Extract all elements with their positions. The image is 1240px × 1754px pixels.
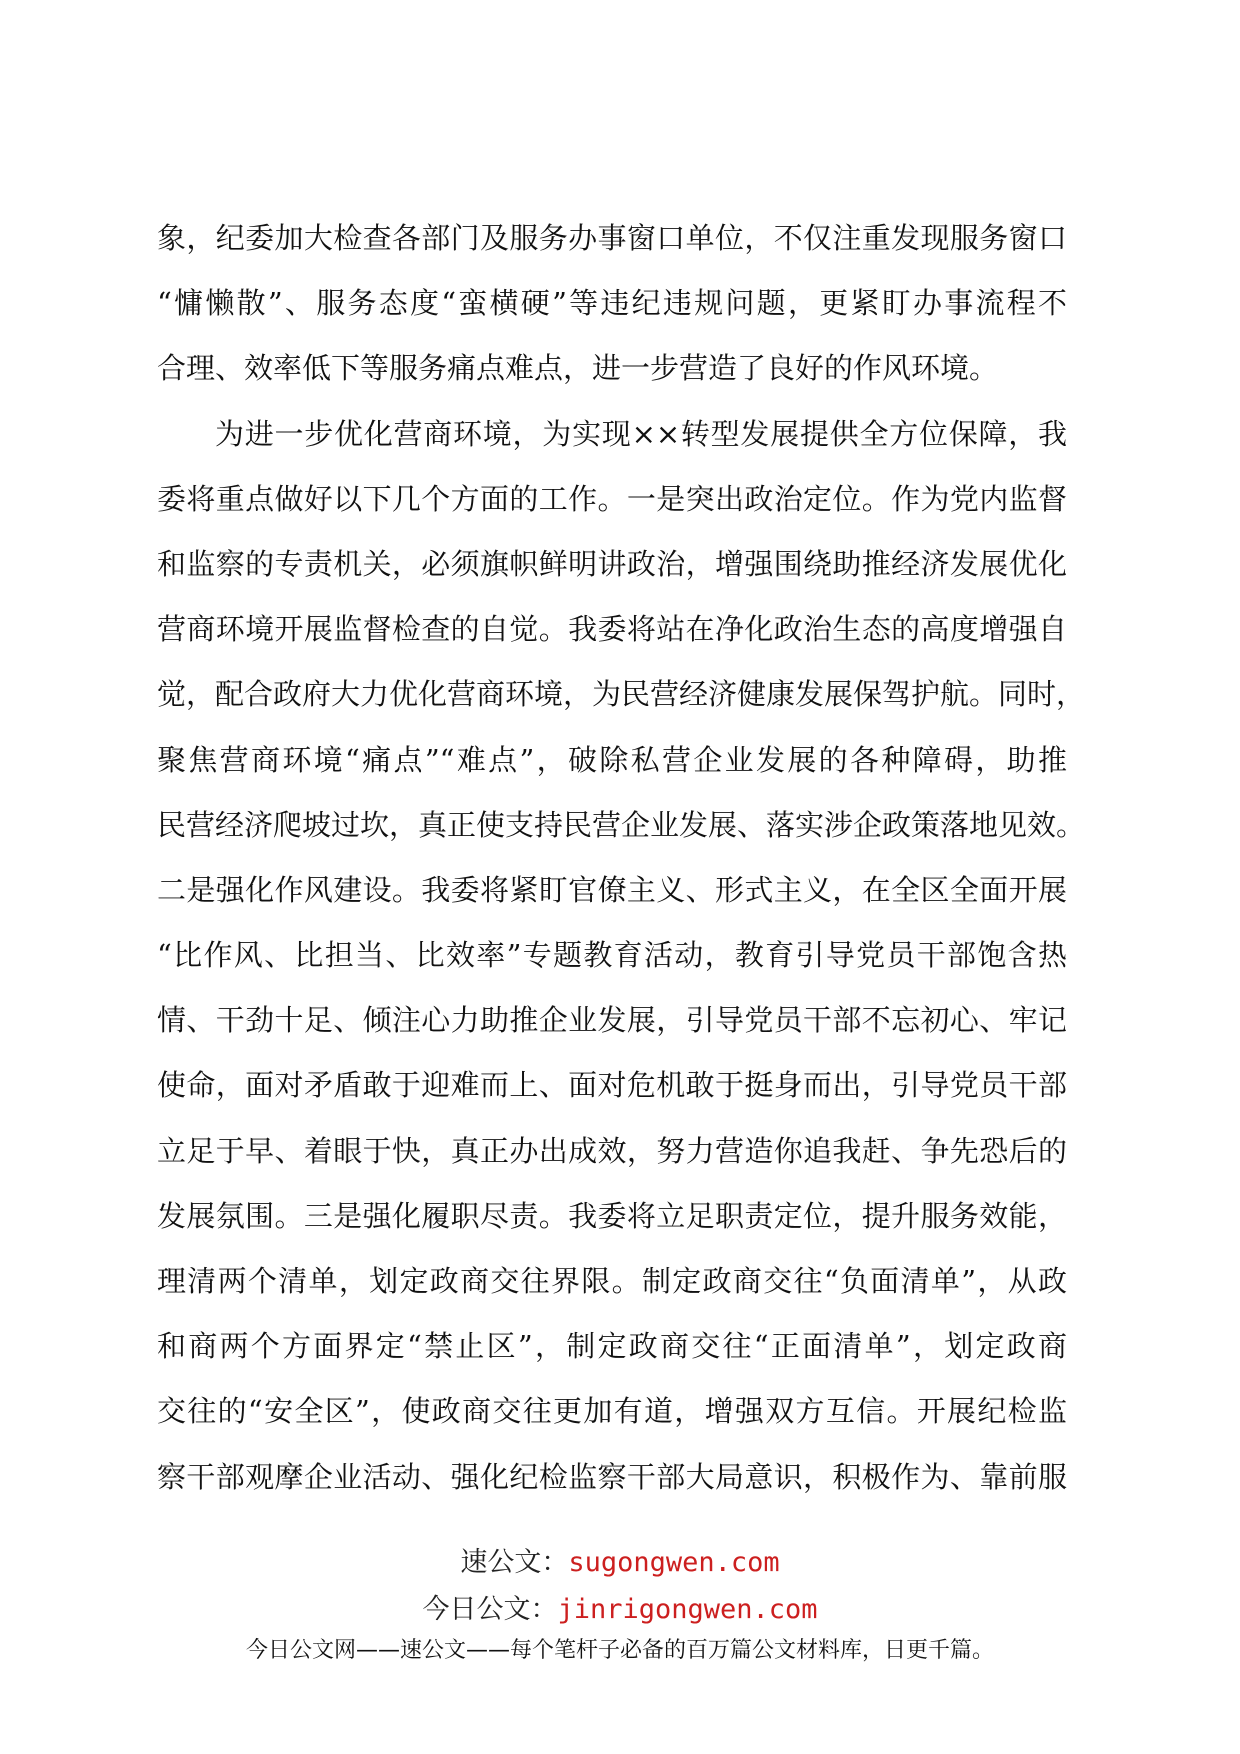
footer-jinrigongwen-link[interactable]: jinrigongwen.com xyxy=(557,1594,818,1625)
text-line: 象，纪委加大检查各部门及服务办事窗口单位，不仅注重发现服务窗口 xyxy=(157,221,1067,255)
text-line: 营商环境开展监督检查的自觉。我委将站在净化政治生态的高度增强自 xyxy=(157,612,1067,647)
text-line: 聚焦营商环境“痛点”“难点”，破除私营企业发展的各种障碍，助推 xyxy=(157,742,1067,777)
text-line: 理清两个清单，划定政商交往界限。制定政商交往“负面清单”，从政 xyxy=(157,1264,1067,1298)
footer-jinrigongwen-label: 今日公文： xyxy=(422,1594,558,1625)
text-line: 情、干劲十足、倾注心力助推企业发展，引导党员干部不忘初心、牢记 xyxy=(157,1003,1067,1038)
text-line: 觉，配合政府大力优化营商环境，为民营经济健康发展保驾护航。同时， xyxy=(157,677,1086,712)
text-line: 二是强化作风建设。我委将紧盯官僚主义、形式主义，在全区全面开展 xyxy=(157,872,1067,907)
text-line: 发展氛围。三是强化履职尽责。我委将立足职责定位，提升服务效能， xyxy=(157,1198,1067,1233)
footer-sugongwen-label: 速公文： xyxy=(460,1547,569,1578)
text-line: 为进一步优化营商环境，为实现××转型发展提供全方位保障，我 xyxy=(215,416,1067,451)
footer-slogan: 今日公文网——速公文——每个笔杆子必备的百万篇公文材料库，日更千篇。 xyxy=(245,1638,994,1663)
text-line: 和监察的专责机关，必须旗帜鲜明讲政治，增强围绕助推经济发展优化 xyxy=(157,546,1067,581)
footer-jinrigongwen xyxy=(0,1587,1240,1626)
text-line: 民营经济爬坡过坎，真正使支持民营企业发展、落实涉企政策落地见效。 xyxy=(157,807,1086,842)
text-line: 交往的“安全区”，使政商交往更加有道，增强双方互信。开展纪检监 xyxy=(157,1394,1067,1429)
text-line: 委将重点做好以下几个方面的工作。一是突出政治定位。作为党内监督 xyxy=(157,481,1067,516)
text-line: “慵懒散”、服务态度“蛮横硬”等违纪违规问题，更紧盯办事流程不 xyxy=(157,286,1067,321)
text-line: 察干部观摩企业活动、强化纪检监察干部大局意识，积极作为、靠前服 xyxy=(157,1459,1067,1494)
document-body xyxy=(157,206,1086,1510)
text-line: 合理、效率低下等服务痛点难点，进一步营造了良好的作风环境。 xyxy=(157,351,999,386)
text-line: 和商两个方面界定“禁止区”，制定政商交往“正面清单”，划定政商 xyxy=(157,1329,1067,1364)
footer-sugongwen-link[interactable]: sugongwen.com xyxy=(568,1547,780,1578)
text-line: 使命，面对矛盾敢于迎难而上、面对危机敢于挺身而出，引导党员干部 xyxy=(157,1068,1067,1103)
text-line: 立足于早、着眼于快，真正办出成效，努力营造你追我赶、争先恐后的 xyxy=(157,1133,1067,1168)
footer-sugongwen xyxy=(0,1540,1240,1579)
text-line: “比作风、比担当、比效率”专题教育活动，教育引导党员干部饱含热 xyxy=(157,938,1067,973)
